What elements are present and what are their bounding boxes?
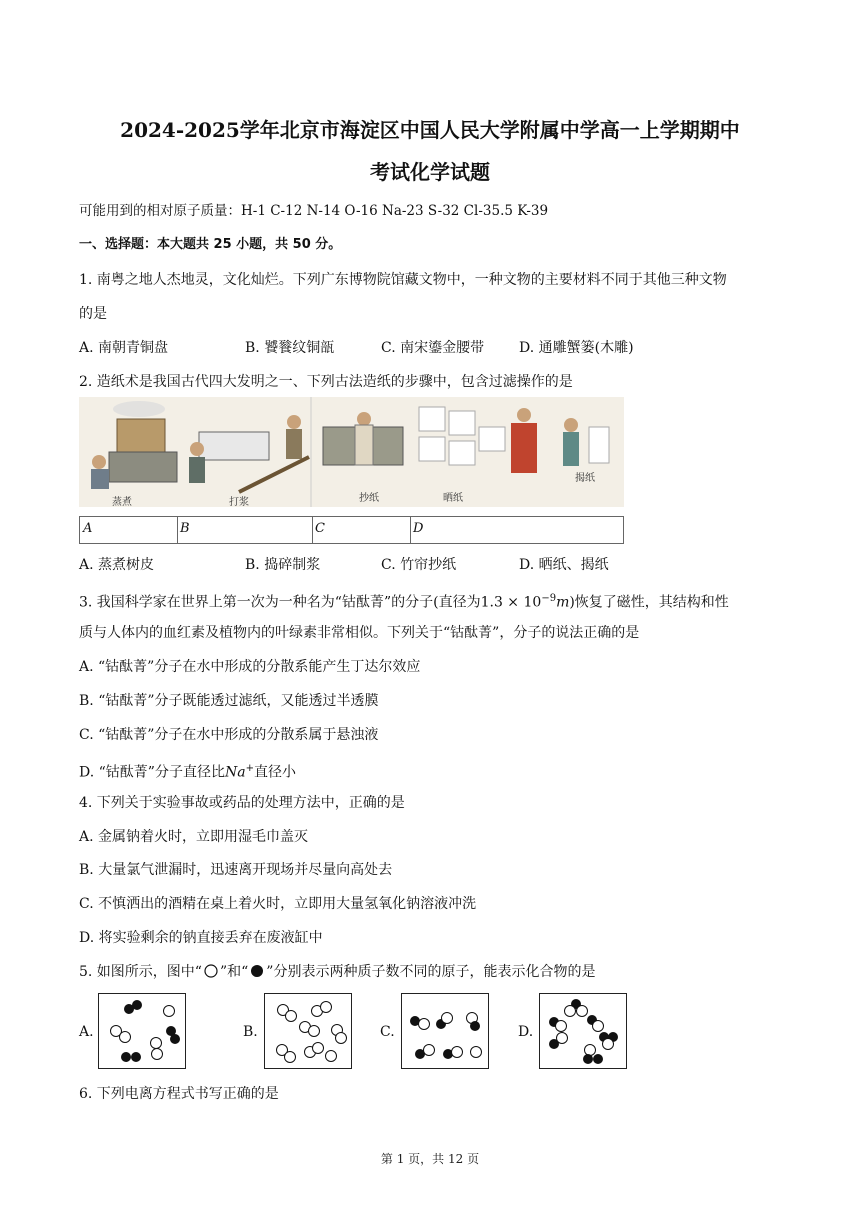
q5-particles-d	[540, 994, 625, 1067]
q3-stem-text-b: )恢复了磁性，其结构和性	[569, 594, 729, 611]
q1-option-a: A. 南朝青铜盘	[79, 340, 169, 356]
papermaking-scene	[79, 397, 624, 507]
q5-diagram-c	[401, 993, 489, 1069]
q3-diameter-value: 1.3 × 10	[480, 594, 542, 611]
q2-stem: 2. 造纸术是我国古代四大发明之一、下列古法造纸的步骤中，包含过滤操作的是	[79, 374, 573, 390]
section-heading: 一、选择题：本大题共 25 小题，共 50 分。	[79, 237, 342, 252]
q3-ion-charge: +	[245, 763, 254, 774]
q5-stem	[79, 962, 595, 982]
q6-stem: 6. 下列电离方程式书写正确的是	[79, 1086, 279, 1102]
papermaking-illustration	[79, 397, 624, 507]
q5-particles-b	[265, 994, 350, 1067]
papermaking-figure	[79, 397, 624, 547]
q5-diagram-b	[264, 993, 352, 1069]
cell-b: B	[180, 521, 190, 536]
atomic-masses: 可能用到的相对原子质量：H-1 C-12 N-14 O-16 Na-23 S-32 Cl-35.5 K-39	[79, 203, 549, 219]
caption-peeling: 揭纸	[575, 473, 595, 484]
q3-diameter-exponent: −9	[541, 593, 557, 604]
q5-stem-b: ”和“	[219, 964, 249, 980]
q2-option-b: B. 捣碎制浆	[245, 557, 321, 573]
q3-option-d	[79, 759, 296, 783]
q1-option-d: D. 通雕蟹篓(木雕)	[519, 340, 634, 356]
cell-a: A	[83, 521, 93, 536]
q4-stem: 4. 下列关于实验事故或药品的处理方法中，正确的是	[79, 795, 405, 811]
q1-stem-line1: 1. 南粤之地人杰地灵，文化灿烂。下列广东博物院馆藏文物中，一种文物的主要材料不同于其他三种文物	[79, 272, 727, 288]
q5-particles-c	[402, 994, 487, 1067]
q3-stem-text-a: 3. 我国科学家在世界上第一次为一种名为“钴酞菁”的分子(直径为	[79, 594, 481, 611]
q3-stem-line1	[79, 589, 729, 613]
q5-label-b: B.	[243, 1024, 258, 1040]
q4-option-c: C. 不慎洒出的酒精在桌上着火时，立即用大量氢氧化钠溶液冲洗	[79, 896, 477, 912]
exam-title-line2: 考试化学试题	[370, 160, 490, 184]
q2-option-d: D. 晒纸、揭纸	[519, 557, 609, 573]
q3-option-d-text-b: 直径小	[253, 764, 296, 781]
option-label-row	[79, 516, 624, 544]
q3-option-c: C. “钴酞菁”分子在水中形成的分散系属于悬浊液	[79, 727, 379, 743]
cell-d: D	[413, 521, 424, 536]
q5-stem-c: ”分别表示两种质子数不同的原子，能表示化合物的是	[266, 964, 596, 980]
q1-option-c: C. 南宋鎏金腰带	[381, 340, 485, 356]
q2-option-c: C. 竹帘抄纸	[381, 557, 457, 573]
q3-option-d-text-a: D. “钴酞菁”分子直径比	[79, 764, 225, 781]
q1-stem-line2: 的是	[79, 306, 107, 322]
white-atom-icon	[202, 964, 220, 978]
caption-drying: 晒纸	[443, 493, 463, 504]
q1-option-b: B. 饕餮纹铜瓿	[245, 340, 335, 356]
q3-option-a: A. “钴酞菁”分子在水中形成的分散系能产生丁达尔效应	[79, 659, 421, 675]
q4-option-b: B. 大量氯气泄漏时，迅速离开现场并尽量向高处去	[79, 862, 393, 878]
q2-option-a: A. 蒸煮树皮	[79, 557, 155, 573]
q5-label-d: D.	[518, 1024, 534, 1040]
q3-diameter-unit: m	[556, 594, 570, 611]
black-atom-icon	[248, 964, 266, 978]
caption-pulping: 打浆	[229, 497, 249, 508]
q3-sodium-ion: Na	[224, 764, 246, 781]
q4-option-a: A. 金属钠着火时，立即用湿毛巾盖灭	[79, 829, 309, 845]
q5-diagram-d	[539, 993, 627, 1069]
q5-label-a: A.	[79, 1024, 94, 1040]
page-footer: 第 1 页，共 12 页	[380, 1152, 480, 1166]
q3-stem-line2: 质与人体内的血红素及植物内的叶绿素非常相似。下列关于“钴酞菁”，分子的说法正确的是	[79, 625, 640, 641]
caption-scooping: 抄纸	[359, 493, 379, 504]
cell-c: C	[315, 521, 325, 536]
q3-option-b: B. “钴酞菁”分子既能透过滤纸，又能透过半透膜	[79, 693, 379, 709]
q5-particles-a	[99, 994, 184, 1067]
q5-stem-a: 5. 如图所示，图中“	[79, 964, 202, 980]
caption-steaming: 蒸煮	[112, 497, 132, 508]
q5-diagram-a	[98, 993, 186, 1069]
q5-label-c: C.	[380, 1024, 395, 1040]
exam-title-line1: 2024-2025学年北京市海淀区中国人民大学附属中学高一上学期期中	[120, 118, 740, 142]
q4-option-d: D. 将实验剩余的钠直接丢弃在废液缸中	[79, 930, 323, 946]
